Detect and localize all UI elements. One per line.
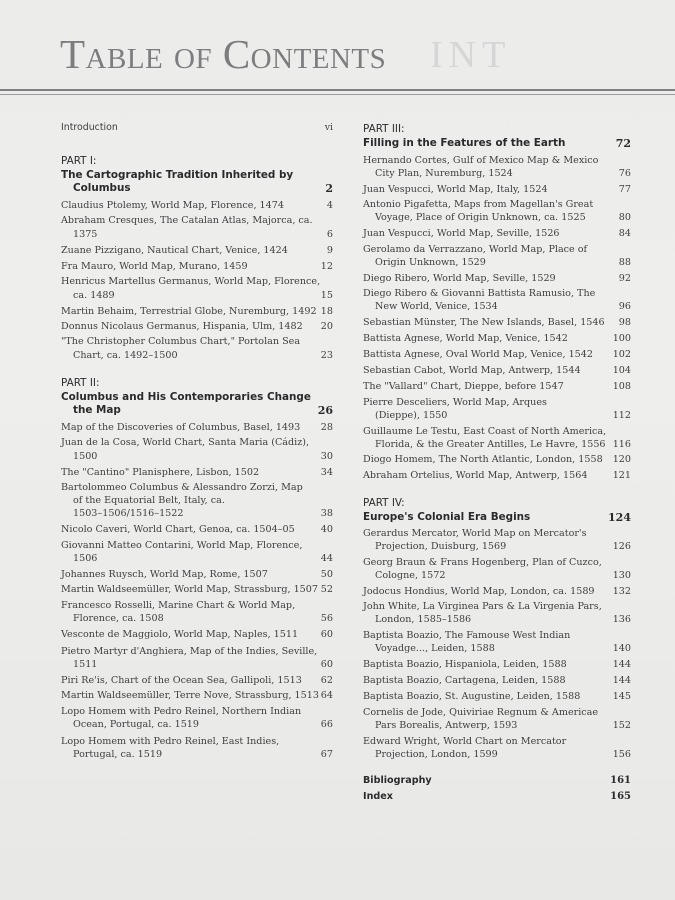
toc-entry-title: Florida, & the Greater Antilles, Le Havre, 1556 (375, 439, 606, 450)
toc-page-number: 152 (612, 720, 631, 731)
toc-page-number: 50 (320, 569, 333, 580)
toc-entry-title: Projection, London, 1599 (375, 749, 498, 760)
toc-entry-title: City Plan, Nuremburg, 1524 (375, 168, 513, 179)
toc-entry-title: PART IV: (363, 497, 405, 509)
toc-entry-title: John White, La Virginea Pars & La Virgenia Pars, (363, 601, 602, 612)
toc-entry-title: 1503–1506/1516–1522 (73, 508, 184, 519)
toc-page-number: 30 (320, 451, 333, 462)
toc-page-number: 60 (320, 629, 333, 640)
toc-entry-title: 1511 (73, 659, 98, 670)
toc-entry-title: Gerolamo da Verrazzano, World Map, Place of (363, 244, 588, 255)
toc-entry-title: Hernando Cortes, Gulf of Mexico Map & Mexico (363, 155, 599, 166)
toc-entry-title: PART III: (363, 123, 405, 135)
toc-page-number: 40 (320, 524, 333, 535)
toc-entry-title: Piri Re'is, Chart of the Ocean Sea, Gallipoli, 1513 (61, 675, 302, 686)
toc-page-number: 26 (317, 404, 333, 417)
toc-entry-title: Columbus and His Contemporaries Change (61, 391, 311, 403)
page-title: Table of Contents (60, 31, 387, 77)
toc-entry-title: Cologne, 1572 (375, 570, 446, 581)
toc-entry-title: Juan de la Cosa, World Chart, Santa Maria (Cádiz), (61, 437, 310, 448)
toc-entry-title: (Dieppe), 1550 (375, 410, 448, 421)
toc-entry-title: Diogo Homem, The North Atlantic, London, 1558 (363, 454, 603, 465)
toc-entry-title: Baptista Boazio, Cartagena, Leiden, 1588 (363, 675, 566, 686)
header-rule (0, 89, 675, 91)
toc-page-number: 165 (610, 791, 631, 802)
toc-page-number: 126 (612, 541, 631, 552)
toc-page-number: 112 (612, 410, 631, 421)
toc-page-number: 120 (612, 454, 631, 465)
toc-entry-title: Pietro Martyr d'Anghiera, Map of the Indies, Seville, (61, 646, 318, 657)
toc-page-number: 100 (612, 333, 631, 344)
toc-page-number: 98 (618, 317, 631, 328)
toc-entry-title: Sebastian Münster, The New Islands, Basel, 1546 (363, 317, 605, 328)
toc-entry-title: Battista Agnese, World Map, Venice, 1542 (363, 333, 568, 344)
toc-entry-title: 1500 (73, 451, 98, 462)
toc-entry-title: "The Christopher Columbus Chart," Portolan Sea (61, 336, 301, 347)
toc-entry-title: Fra Mauro, World Map, Murano, 1459 (61, 261, 248, 272)
toc-page-number: 60 (320, 659, 333, 670)
toc-entry-title: Guillaume Le Testu, East Coast of North America, (363, 426, 607, 437)
toc-entry-title: Claudius Ptolemy, World Map, Florence, 1474 (61, 200, 284, 211)
toc-entry-title: Chart, ca. 1492–1500 (73, 350, 178, 361)
toc-entry-title: PART I: (61, 155, 97, 167)
toc-page-number: 136 (612, 614, 631, 625)
toc-entry-title: Giovanni Matteo Contarini, World Map, Florence, (61, 540, 303, 551)
bleed-through-text: INT (430, 34, 512, 76)
toc-page-number: 88 (618, 257, 631, 268)
toc-entry-title: Jodocus Hondius, World Map, London, ca. 1589 (363, 586, 595, 597)
toc-page-number: 6 (326, 229, 333, 240)
toc-entry-title: Martin Waldseemüller, World Map, Strassburg, 1507 (61, 584, 318, 595)
toc-page-number: 2 (325, 182, 333, 195)
toc-entry-title: Cornelis de Jode, Quiviriae Regnum & Americae (363, 707, 599, 718)
toc-entry-title: Diego Ribero, World Map, Seville, 1529 (363, 273, 556, 284)
toc-page-number: 38 (320, 508, 333, 519)
header-rule-thin (0, 94, 675, 95)
toc-page-number: 76 (618, 168, 631, 179)
toc-entry-title: Antonio Pigafetta, Maps from Magellan's Great (363, 199, 594, 210)
toc-entry-title: Diego Ribero & Giovanni Battista Ramusio, The (363, 288, 596, 299)
toc-entry-title: Pars Borealis, Antwerp, 1593 (375, 720, 518, 731)
toc-entry-title: The "Cantino" Planisphere, Lisbon, 1502 (61, 467, 260, 478)
toc-entry-title: Bartolommeo Columbus & Alessandro Zorzi, Map (61, 482, 303, 493)
toc-page-number: 130 (612, 570, 631, 581)
toc-entry-title: Map of the Discoveries of Columbus, Basel, 1493 (61, 422, 301, 433)
toc-page-number: 18 (320, 306, 333, 317)
toc-entry-title: Georg Braun & Frans Hogenberg, Plan of Cuzco, (363, 557, 602, 568)
toc-entry-title: Martin Behaim, Terrestrial Globe, Nuremburg, 1492 (61, 306, 317, 317)
toc-page-number: 102 (612, 349, 631, 360)
toc-entry-title: Francesco Rosselli, Marine Chart & World Map, (61, 600, 296, 611)
toc-entry-title: Baptista Boazio, Hispaniola, Leiden, 1588 (363, 659, 567, 670)
toc-page-number: 20 (320, 321, 333, 332)
toc-page-number: 66 (320, 719, 333, 730)
toc-page-number: 9 (326, 245, 333, 256)
toc-page-number: 52 (320, 584, 333, 595)
toc-entry-title: Lopo Homem with Pedro Reinel, Northern Indian (61, 706, 302, 717)
toc-page-number: 104 (612, 365, 631, 376)
toc-entry-title: Abraham Cresques, The Catalan Atlas, Majorca, ca. (61, 215, 313, 226)
toc-entry-title: Projection, Duisburg, 1569 (375, 541, 507, 552)
toc-page-number: 56 (320, 613, 333, 624)
toc-entry-title: 1375 (73, 229, 98, 240)
toc-page-number: 62 (320, 675, 333, 686)
toc-page-number: 23 (320, 350, 333, 361)
toc-entry-title: Florence, ca. 1508 (73, 613, 164, 624)
toc-page-number: 121 (612, 470, 631, 481)
toc-entry-title: Baptista Boazio, The Famouse West Indian (363, 630, 571, 641)
toc-entry-title: Johannes Ruysch, World Map, Rome, 1507 (61, 569, 268, 580)
toc-entry-title: Pierre Desceliers, World Map, Arques (363, 397, 547, 408)
toc-entry-title: Origin Unknown, 1529 (375, 257, 486, 268)
toc-page-number: 156 (612, 749, 631, 760)
toc-entry-title: Lopo Homem with Pedro Reinel, East Indies, (61, 736, 280, 747)
toc-entry-title: Donnus Nicolaus Germanus, Hispania, Ulm, 1482 (61, 321, 303, 332)
toc-entry-title: Nicolo Caveri, World Chart, Genoa, ca. 1504–05 (61, 524, 295, 535)
toc-entry-title: New World, Venice, 1534 (375, 301, 498, 312)
toc-entry-title: Columbus (73, 182, 131, 194)
toc-page-number: 96 (618, 301, 631, 312)
toc-page-number: 4 (326, 200, 333, 211)
toc-entry-title: Zuane Pizzigano, Nautical Chart, Venice, 1424 (61, 245, 288, 256)
toc-page-number: 80 (618, 212, 631, 223)
toc-page-number: 161 (610, 775, 631, 786)
toc-entry-title: PART II: (61, 377, 100, 389)
toc-entry-title: Voyadge..., Leiden, 1588 (375, 643, 495, 654)
toc-page-number: 67 (320, 749, 333, 760)
toc-entry-title: Battista Agnese, Oval World Map, Venice, 1542 (363, 349, 593, 360)
toc-entry-title: Baptista Boazio, St. Augustine, Leiden, 1588 (363, 691, 581, 702)
toc-entry-title: ca. 1489 (73, 290, 115, 301)
toc-page-number: 28 (320, 422, 333, 433)
toc-entry-title: Filling in the Features of the Earth (363, 137, 566, 149)
toc-entry-title: Martin Waldseemüller, Terre Nove, Strassburg, 1513 (61, 690, 319, 701)
toc-entry-title: Gerardus Mercator, World Map on Mercator's (363, 528, 587, 539)
toc-page-number: vi (324, 122, 333, 133)
toc-page-number: 116 (612, 439, 631, 450)
toc-entry-title: The Cartographic Tradition Inherited by (61, 169, 294, 181)
toc-page-number: 124 (608, 511, 631, 524)
toc-entry-title: of the Equatorial Belt, Italy, ca. (73, 495, 225, 506)
toc-entry-title: Index (363, 791, 393, 802)
toc-entry-title: Vesconte de Maggiolo, World Map, Naples, 1511 (61, 629, 299, 640)
toc-entry-title: 1506 (73, 553, 98, 564)
toc-page-number: 12 (320, 261, 333, 272)
toc-page-number: 64 (320, 690, 333, 701)
toc-entry-title: Juan Vespucci, World Map, Seville, 1526 (363, 228, 560, 239)
toc-page-number: 34 (320, 467, 333, 478)
toc-page-number: 77 (618, 184, 631, 195)
toc-entry-title: Europe's Colonial Era Begins (363, 511, 531, 523)
toc-entry-title: Ocean, Portugal, ca. 1519 (73, 719, 200, 730)
toc-page-number: 84 (618, 228, 631, 239)
toc-entry-title: Portugal, ca. 1519 (73, 749, 163, 760)
toc-entry-title: Voyage, Place of Origin Unknown, ca. 1525 (375, 212, 586, 223)
toc-entry-title: Edward Wright, World Chart on Mercator (363, 736, 567, 747)
toc-entry-title: The "Vallard" Chart, Dieppe, before 1547 (363, 381, 564, 392)
toc-entry-title: Abraham Ortelius, World Map, Antwerp, 1564 (363, 470, 588, 481)
toc-page-number: 132 (612, 586, 631, 597)
toc-page-number: 140 (612, 643, 631, 654)
toc-page-number: 144 (612, 659, 631, 670)
toc-entry-title: Sebastian Cabot, World Map, Antwerp, 1544 (363, 365, 581, 376)
toc-entry-title: Henricus Martellus Germanus, World Map, Florence, (61, 276, 321, 287)
toc-entry-title: Introduction (61, 122, 118, 133)
toc-entry-title: Bibliography (363, 775, 432, 786)
toc-page-number: 44 (320, 553, 333, 564)
toc-entry-title: London, 1585–1586 (375, 614, 472, 625)
toc-page-number: 144 (612, 675, 631, 686)
toc-page-number: 72 (615, 137, 631, 150)
toc-page-number: 92 (618, 273, 631, 284)
toc-page-number: 15 (320, 290, 333, 301)
toc-page-number: 145 (612, 691, 631, 702)
toc-entry-title: the Map (73, 404, 121, 416)
toc-page-number: 108 (612, 381, 631, 392)
toc-entry-title: Juan Vespucci, World Map, Italy, 1524 (363, 184, 548, 195)
